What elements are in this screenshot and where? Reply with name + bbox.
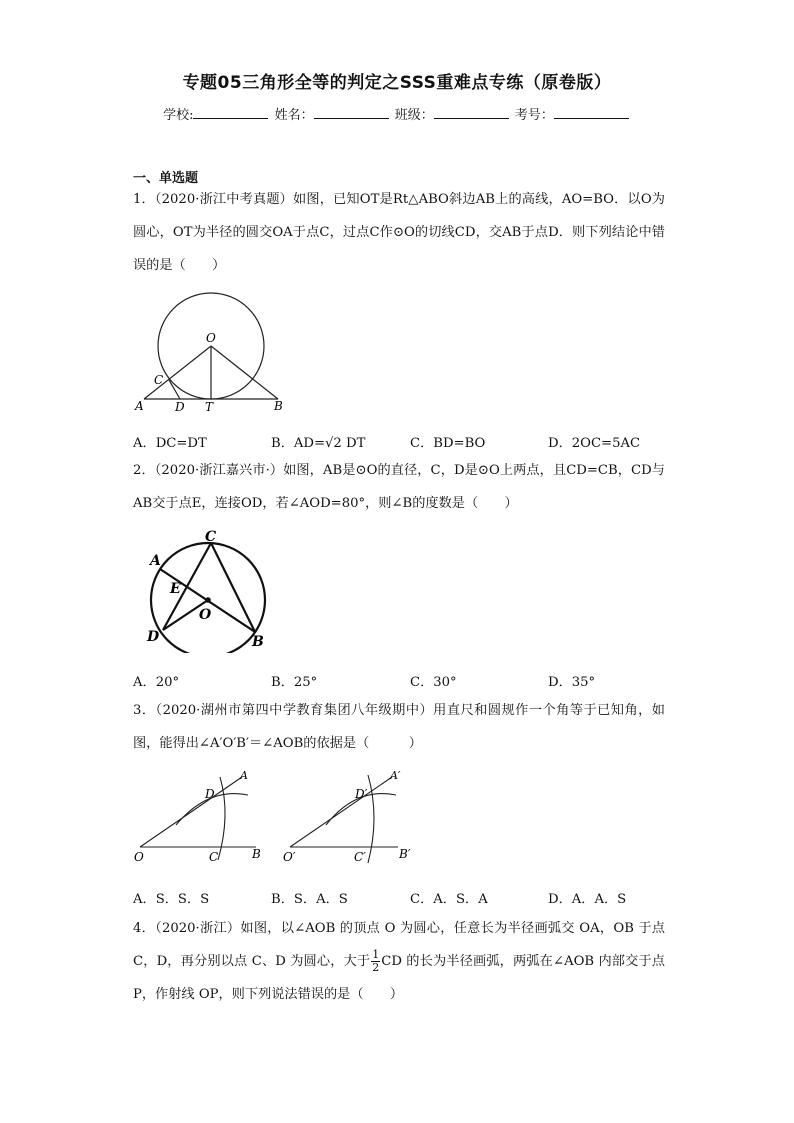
q3-option-b[interactable]: B．S．A．S xyxy=(271,892,348,907)
q2-label-b: B xyxy=(252,634,264,650)
q4-text-before: 4．（2020·浙江）如图，以∠AOB 的顶点 O 为圆心，任意长为半径画弧交 OA，OB 于点C，D，再分别以点 C、D 为圆心，大于 xyxy=(133,921,665,969)
question-3-figure xyxy=(128,765,428,870)
q3-label-a: A xyxy=(240,769,248,782)
school-label: 学校: xyxy=(163,108,194,123)
question-2-figure xyxy=(138,528,278,653)
q1-option-c[interactable]: C．BD=BO xyxy=(410,436,486,451)
q1-label-a: A xyxy=(135,399,144,413)
q3-label-a-prime: A′ xyxy=(390,769,401,782)
q1-label-o: O xyxy=(206,331,216,345)
student-info-line xyxy=(0,104,794,123)
q2-label-o: O xyxy=(199,607,212,623)
q3-label-d: D xyxy=(205,787,215,801)
page-title: 专题05三角形全等的判定之SSS重难点专练（原卷版） xyxy=(182,73,612,93)
name-blank[interactable] xyxy=(314,106,389,119)
q2-label-a: A xyxy=(150,553,161,569)
q3-label-c: C xyxy=(209,850,219,864)
one-half-fraction xyxy=(371,949,380,974)
question-4-text xyxy=(133,912,665,1011)
q3-label-o: O xyxy=(134,850,144,864)
q3-option-c[interactable]: C．A．S．A xyxy=(410,892,488,907)
q1-option-a[interactable]: A．DC=DT xyxy=(133,436,207,451)
q3-option-d[interactable]: D．A．A．S xyxy=(548,892,627,907)
q1-option-b[interactable]: B．AD=√2 DT xyxy=(271,436,366,451)
q1-option-d[interactable]: D．2OC=5AC xyxy=(548,436,641,451)
name-label: 姓名： xyxy=(274,108,314,123)
q1-label-c: C xyxy=(154,373,164,387)
q1-label-t: T xyxy=(205,400,214,414)
fraction-denominator: 2 xyxy=(372,961,380,974)
q2-option-d[interactable]: D．35° xyxy=(548,675,596,690)
q2-option-a[interactable]: A．20° xyxy=(133,675,180,690)
question-3-text: 3．（2020·湖州市第四中学教育集团八年级期中）用直尺和圆规作一个角等于已知角，如图，能得出∠A′O′B′＝∠AOB的依据是（ ） xyxy=(133,703,665,751)
q2-option-c[interactable]: C．30° xyxy=(410,675,457,690)
class-blank[interactable] xyxy=(434,106,509,119)
question-1-text: 1．（2020·浙江中考真题）如图，已知OT是Rt△ABO斜边AB上的高线，AO=BO．以O为圆心，OT为半径的圆交OA于点C，过点C作⊙O的切线CD，交AB于点D．则下列结论中错误的是（ ） xyxy=(133,192,665,273)
id-blank[interactable] xyxy=(554,106,629,119)
q2-option-b[interactable]: B．25° xyxy=(271,675,318,690)
question-1-figure xyxy=(130,290,290,420)
fraction-numerator: 1 xyxy=(372,948,380,961)
q3-label-b-prime: B′ xyxy=(399,847,411,861)
school-blank[interactable] xyxy=(193,106,268,119)
q2-label-c: C xyxy=(205,529,217,545)
q3-label-c-prime: C′ xyxy=(354,850,366,864)
q1-label-d: D xyxy=(175,400,185,414)
q3-label-o-prime: O′ xyxy=(283,850,296,864)
id-label: 考号： xyxy=(514,108,554,123)
q3-option-a[interactable]: A．S．S．S xyxy=(133,892,210,907)
question-2-text: 2．（2020·浙江嘉兴市·）如图，AB是⊙O的直径，C，D是⊙O上两点，且CD=CB，CD与AB交于点E，连接OD，若∠AOD=80°，则∠B的度数是（ ） xyxy=(133,463,665,511)
class-label: 班级： xyxy=(394,108,434,123)
q2-label-d: D xyxy=(147,629,160,645)
q3-label-b: B xyxy=(252,847,261,861)
q3-label-d-prime: D′ xyxy=(355,787,368,801)
q1-label-b: B xyxy=(274,399,283,413)
q4-text-after: CD 的长为半径画弧，两弧在∠AOB 内部交于点 P，作射线 OP，则下列说法错误的是（ ） xyxy=(133,954,665,1002)
q2-label-e: E xyxy=(170,581,181,597)
section-title: 一、单选题 xyxy=(133,171,199,186)
